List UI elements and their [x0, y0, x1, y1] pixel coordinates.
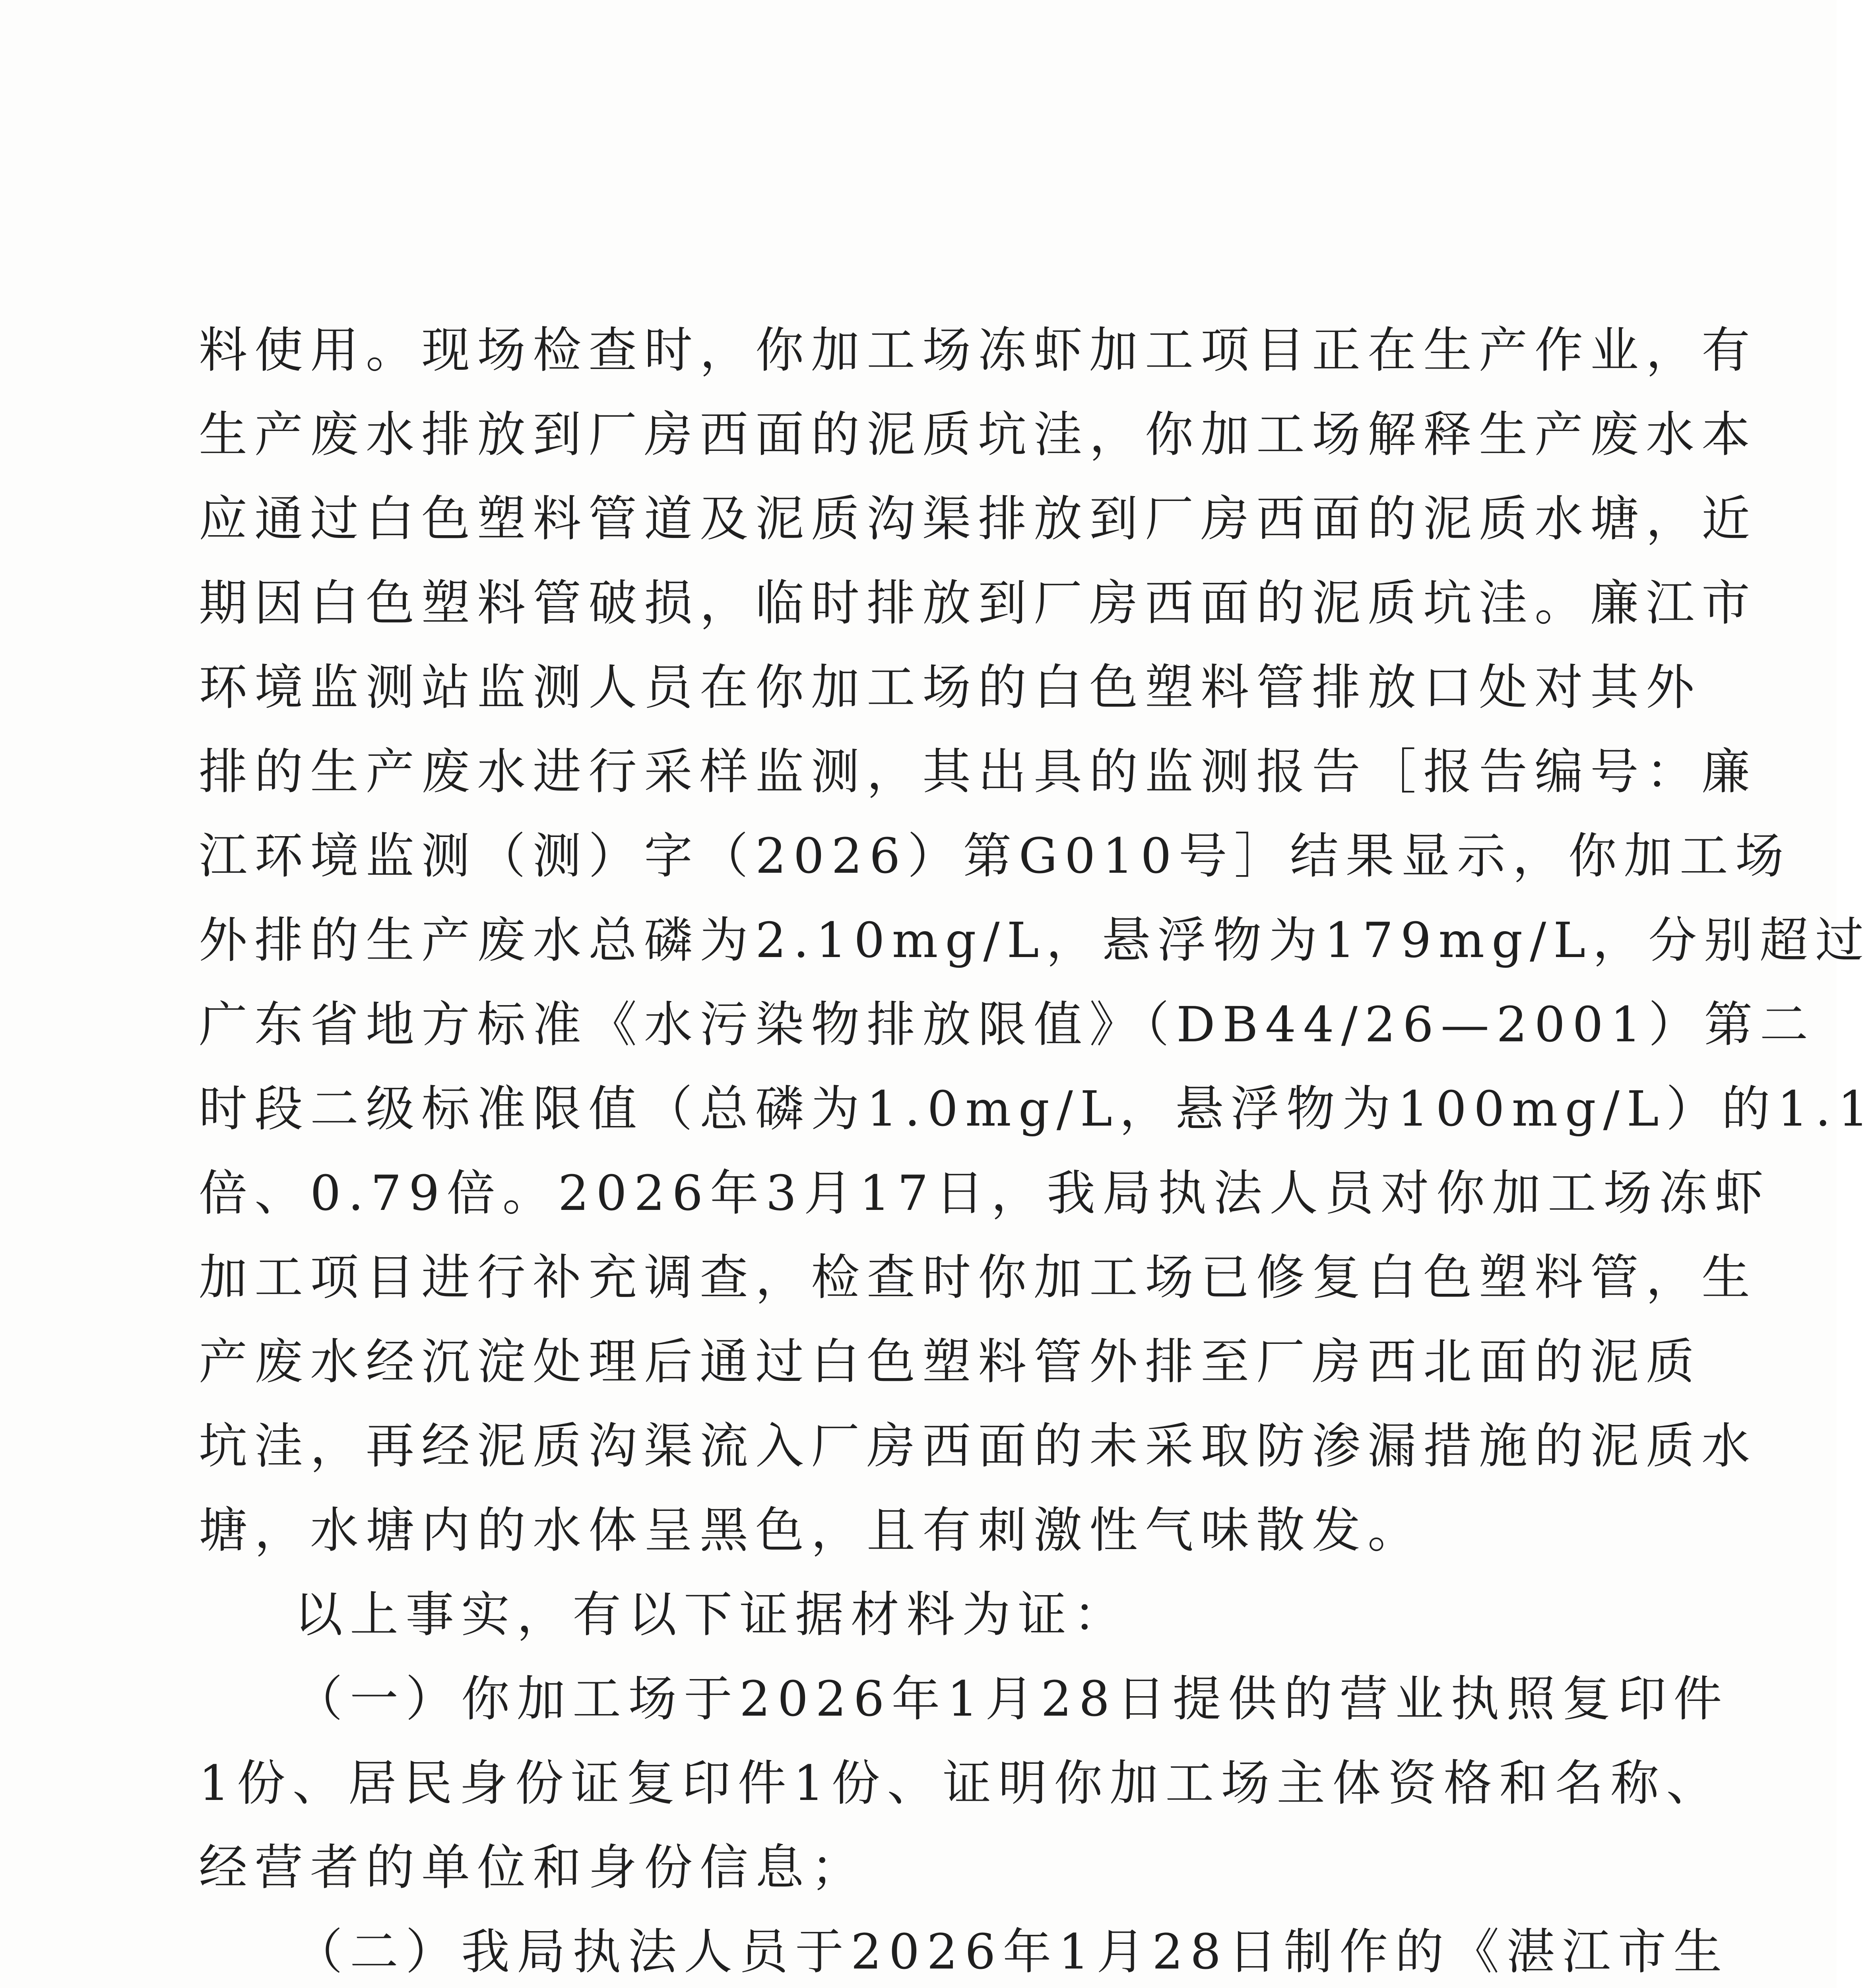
text-line: 应通过白色塑料管道及泥质沟渠排放到厂房西面的泥质水塘，近	[199, 491, 1757, 547]
text-line: 产废水经沉淀处理后通过白色塑料管外排至厂房西北面的泥质	[199, 1334, 1701, 1390]
text-line: 塘，水塘内的水体呈黑色，且有刺激性气味散发。	[199, 1502, 1423, 1559]
text-line: 料使用。现场检查时，你加工场冻虾加工项目正在生产作业，有	[199, 322, 1757, 379]
text-line: 1份、居民身份证复印件1份、证明你加工场主体资格和名称、	[199, 1755, 1722, 1811]
text-line: 排的生产废水进行采样监测，其出具的监测报告［报告编号：廉	[199, 744, 1757, 800]
text-line: 江环境监测（测）字（2026）第G010号］结果显示，你加工场	[199, 828, 1791, 884]
evidence-item-2-line: （二）我局执法人员于2026年1月28日制作的《湛江市生	[294, 1924, 1729, 1980]
text-line: 时段二级标准限值（总磷为1.0mg/L，悬浮物为100mg/L）的1.1	[199, 1081, 1876, 1137]
text-line: 环境监测站监测人员在你加工场的白色塑料管排放口处对其外	[199, 659, 1701, 716]
text-line: 外排的生产废水总磷为2.10mg/L，悬浮物为179mg/L，分别超过	[199, 912, 1871, 969]
text-line: 经营者的单位和身份信息；	[199, 1839, 867, 1896]
text-line: 生产废水排放到厂房西面的泥质坑洼，你加工场解释生产废水本	[199, 406, 1757, 463]
text-line: 广东省地方标准《水污染物排放限值》（DB44/26—2001）第二	[199, 996, 1816, 1053]
body-text	[199, 308, 1876, 1988]
text-line: 倍、0.79倍。2026年3月17日，我局执法人员对你加工场冻虾	[199, 1165, 1770, 1221]
paragraph-start-line: 以上事实，有以下证据材料为证：	[294, 1586, 1129, 1643]
text-line: 期因白色塑料管破损，临时排放到厂房西面的泥质坑洼。廉江市	[199, 575, 1757, 631]
text-line: 坑洼，再经泥质沟渠流入厂房西面的未采取防渗漏措施的泥质水	[199, 1418, 1757, 1474]
text-line: 加工项目进行补充调查，检查时你加工场已修复白色塑料管，生	[199, 1249, 1757, 1306]
evidence-item-1-line: （一）你加工场于2026年1月28日提供的营业执照复印件	[294, 1671, 1729, 1727]
